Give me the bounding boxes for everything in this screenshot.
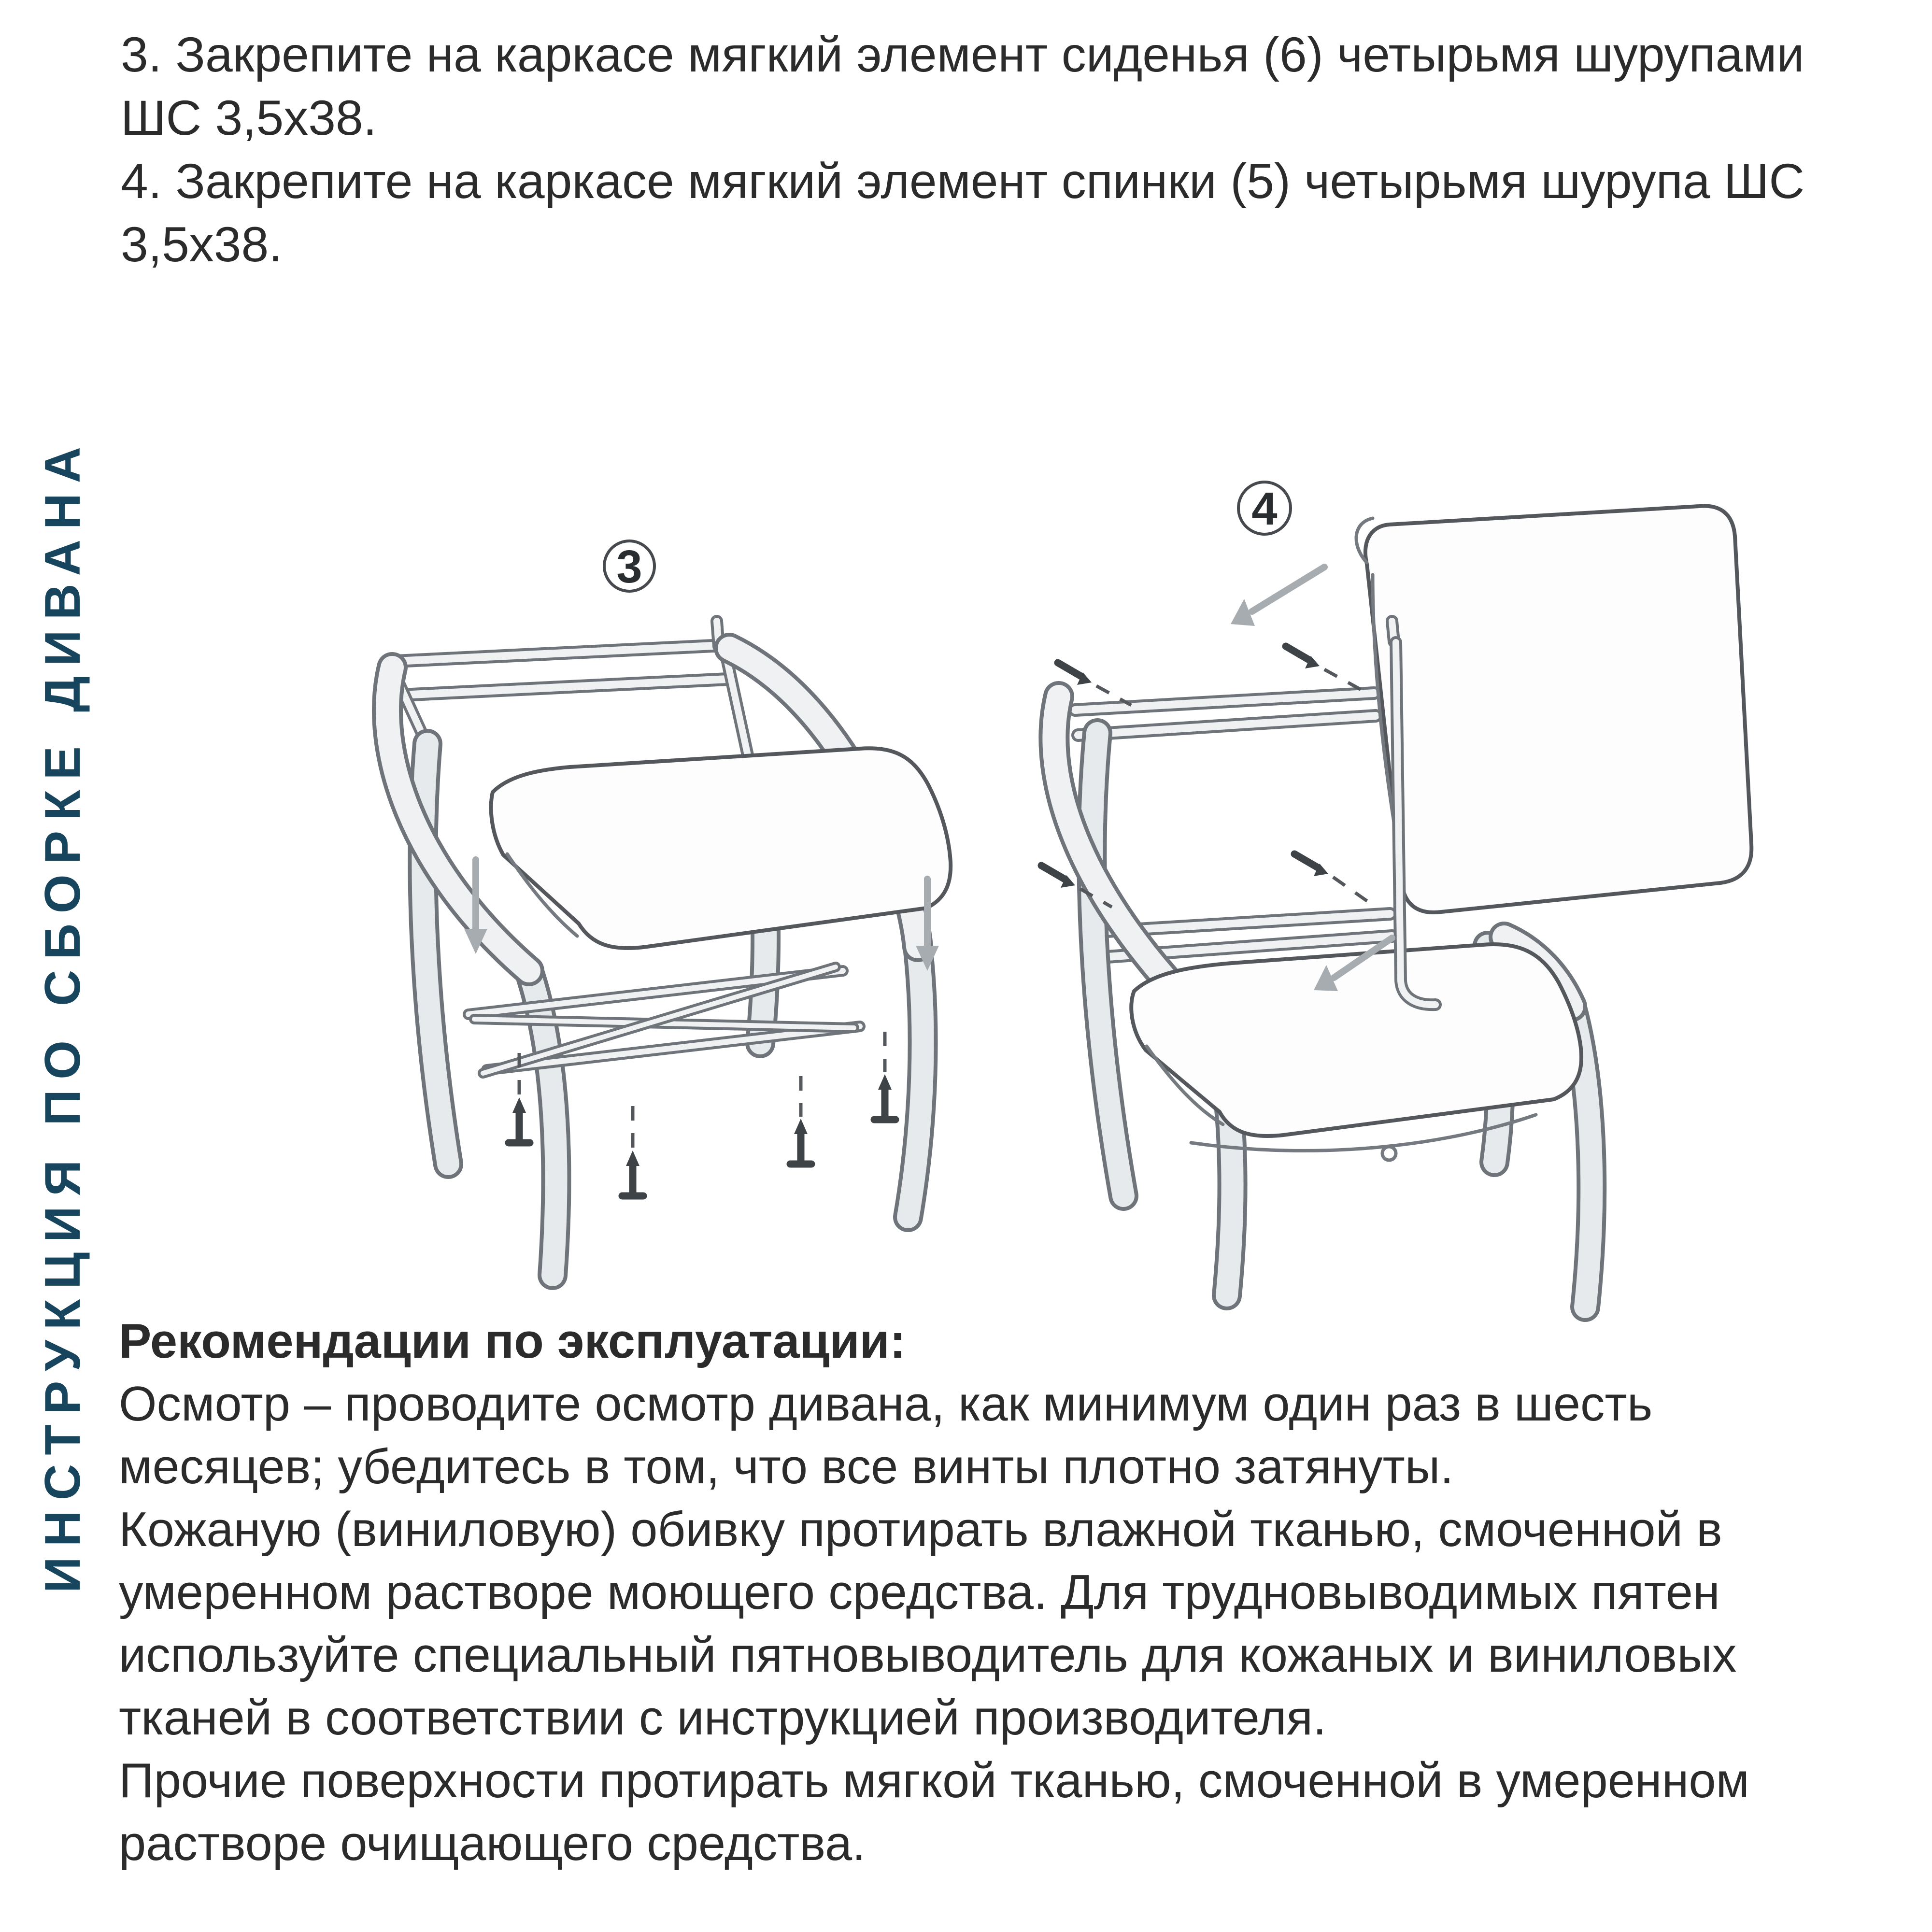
backrest-cushion xyxy=(1356,506,1751,913)
recommendations-line: Осмотр – проводите осмотр дивана, как минимум один раз в шесть xyxy=(119,1377,1653,1431)
recommendations-line: Кожаную (виниловую) обивку протирать влажной тканью, смоченной в xyxy=(119,1503,1722,1557)
figure-3-seat-attachment-diagram xyxy=(314,522,1014,1319)
down-left-arrow-icon xyxy=(1231,567,1324,626)
recommendations-line: Прочие поверхности протирать мягкой тканью, смоченной в умеренном xyxy=(119,1754,1749,1808)
figure-4-label xyxy=(1238,482,1291,535)
figure-3-label xyxy=(604,541,654,593)
step-3-line-2: ШС 3,5х38. xyxy=(121,90,377,145)
screw-icon xyxy=(622,1106,643,1196)
screw-icon xyxy=(790,1076,811,1164)
figure-3-number: 3 xyxy=(616,541,642,593)
recommendations-line: растворе очищающего средства. xyxy=(119,1817,866,1871)
chair-frame xyxy=(386,621,923,1275)
figure-4-backrest-attachment-diagram xyxy=(1029,449,1840,1343)
screw-icon xyxy=(1286,646,1361,690)
page-title-vertical: ИНСТРУКЦИЯ ПО СБОРКЕ ДИВАНА xyxy=(35,437,91,1593)
figure-4-number: 4 xyxy=(1251,483,1278,535)
step-4-line-2: 3,5х38. xyxy=(121,217,283,272)
recommendations-line: умеренном растворе моющего средства. Для трудновыводимых пятен xyxy=(119,1565,1720,1619)
recommendations-line: используйте специальный пятновыводитель для кожаных и виниловых xyxy=(119,1628,1737,1682)
step-4-line-1: 4. Закрепите на каркасе мягкий элемент спинки (5) четырьмя шурупа ШС xyxy=(121,154,1805,209)
recommendations-line: тканей в соответствии с инструкцией производителя. xyxy=(119,1691,1327,1745)
recommendations-heading: Рекомендации по эксплуатации: xyxy=(119,1314,906,1368)
screw-icon xyxy=(874,1032,895,1120)
assembly-steps xyxy=(121,23,1860,276)
seat-cushion xyxy=(1131,944,1581,1160)
screw-icon xyxy=(1294,854,1369,902)
step-3-line-1: 3. Закрепите на каркасе мягкий элемент сиденья (6) четырьмя шурупами xyxy=(121,27,1804,82)
usage-recommendations xyxy=(119,1310,1877,1875)
recommendations-line: месяцев; убедитесь в том, что все винты плотно затянуты. xyxy=(119,1440,1454,1494)
seat-cushion xyxy=(491,748,951,948)
